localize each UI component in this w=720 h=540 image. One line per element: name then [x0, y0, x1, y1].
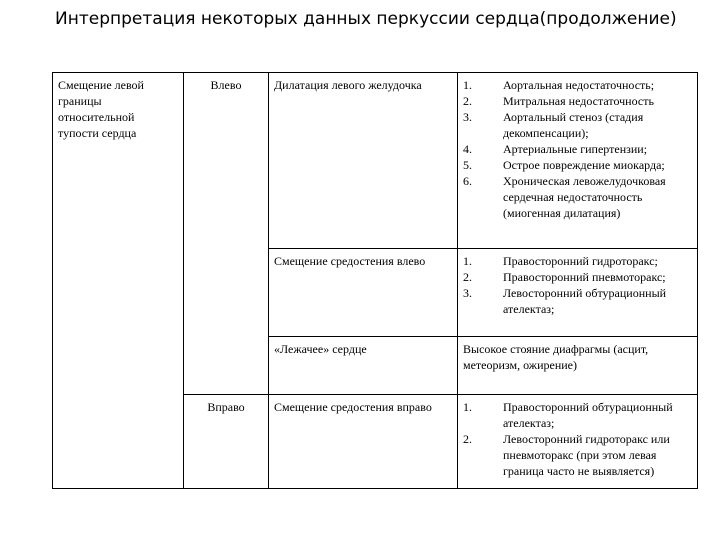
- list-item-number: 1.: [463, 78, 472, 92]
- list-item: [463, 285, 692, 317]
- border-shift-cell: Смещение левой границы относительной тупости сердца: [53, 73, 184, 489]
- list-item: [463, 77, 692, 93]
- list-item-number: 3.: [463, 110, 472, 124]
- conditions-cell: [458, 249, 698, 337]
- list-item-text: Аортальный стеноз (стадия декомпенсации);: [503, 110, 644, 140]
- direction-left-cell: Влево: [184, 73, 269, 395]
- list-item-number: 2.: [463, 94, 472, 108]
- list-item: [463, 109, 692, 141]
- list-item: [463, 141, 692, 157]
- cause-cell: «Лежачее» сердце: [269, 337, 458, 395]
- conditions-cell: Высокое стояние диафрагмы (асцит, метеоризм, ожирение): [458, 337, 698, 395]
- list-item: [463, 157, 692, 173]
- list-item-text: Аортальная недостаточность;: [503, 78, 655, 92]
- page-title: Интерпретация некоторых данных перкуссии сердца(продолжение): [55, 9, 677, 29]
- list-item-number: 1.: [463, 400, 472, 414]
- direction-right-cell: Вправо: [184, 395, 269, 489]
- list-item-text: Артериальные гипертензии;: [503, 142, 648, 156]
- conditions-cell: [458, 73, 698, 249]
- list-item-text: Правосторонний гидроторакс;: [503, 254, 658, 268]
- list-item: [463, 173, 692, 221]
- table-row: [53, 73, 698, 249]
- percussion-table: [52, 72, 698, 489]
- list-item-number: 6.: [463, 174, 472, 188]
- list-item-text: Острое повреждение миокарда;: [503, 158, 665, 172]
- conditions-list: [463, 77, 692, 221]
- list-item: [463, 253, 692, 269]
- list-item: [463, 269, 692, 285]
- list-item-number: 3.: [463, 286, 472, 300]
- list-item-text: Хроническая левожелудочковая сердечная недостаточность (миогенная дилатация): [503, 174, 666, 220]
- list-item-number: 5.: [463, 158, 472, 172]
- list-item-text: Правосторонний обтурационный ателектаз;: [503, 400, 673, 430]
- list-item-text: Правосторонний пневмоторакс;: [503, 270, 666, 284]
- list-item-number: 2.: [463, 432, 472, 446]
- cause-cell: Дилатация левого желудочка: [269, 73, 458, 249]
- list-item-number: 4.: [463, 142, 472, 156]
- list-item-text: Левосторонний гидроторакс или пневмоторакс (при этом левая граница часто не выявляется): [503, 432, 670, 478]
- conditions-list: [463, 253, 692, 317]
- conditions-cell: [458, 395, 698, 489]
- cause-cell: Смещение средостения влево: [269, 249, 458, 337]
- cause-cell: Смещение средостения вправо: [269, 395, 458, 489]
- list-item: [463, 431, 692, 479]
- list-item-text: Левосторонний обтурационный ателектаз;: [503, 286, 667, 316]
- conditions-list: [463, 399, 692, 479]
- list-item-number: 2.: [463, 270, 472, 284]
- list-item: [463, 399, 692, 431]
- list-item-number: 1.: [463, 254, 472, 268]
- list-item: [463, 93, 692, 109]
- list-item-text: Митральная недостаточность: [503, 94, 654, 108]
